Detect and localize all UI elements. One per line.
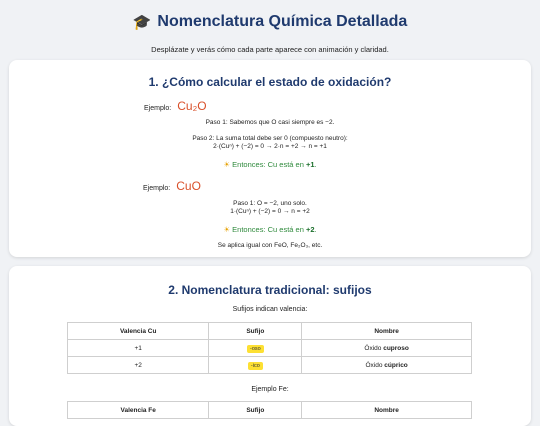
example1-step1: Paso 1: Sabemos que O casi siempre es −2. [205, 119, 335, 126]
example1-result-text: Entonces: Cu está en [232, 160, 304, 169]
column-header: Sufijo [209, 402, 302, 419]
section-suffixes-title: 2. Nomenclatura tradicional: sufijos [168, 283, 372, 297]
page-title-text: Nomenclatura Química Detallada [157, 13, 408, 30]
example2-result-end: . [314, 225, 317, 234]
example2-step-line2: 1·(Cuⁿ) + (−2) = 0 → n = +2 [230, 208, 310, 215]
example2-result-value: +2 [305, 225, 315, 234]
example2-result [9, 225, 531, 234]
table-header-row [68, 323, 472, 340]
example-label: Ejemplo: [143, 185, 171, 192]
nombre-cell [302, 357, 472, 374]
sun-icon: ☀ [223, 225, 231, 234]
page-subtitle: Desplázate y verás cómo cada parte aparece con animación y claridad. [151, 45, 389, 54]
table-row [68, 340, 472, 357]
sufijo-cell [209, 357, 302, 374]
cu-suffix-table [67, 322, 472, 374]
example-cuo [143, 179, 531, 193]
valencia-cell: +1 [68, 340, 209, 357]
column-header: Nombre [302, 323, 472, 340]
section-suffixes-card [9, 266, 531, 426]
example-formula: Cu₂O [177, 99, 207, 113]
nombre-cell [302, 340, 472, 357]
example1-result-value: +1 [305, 160, 315, 169]
example1-step2-line2: 2·(Cuⁿ) + (−2) = 0 → 2·n = +2 → n = +1 [213, 143, 327, 150]
example1-result-end: . [314, 160, 317, 169]
fe-example-label: Ejemplo Fe: [251, 386, 289, 393]
column-header: Nombre [302, 402, 472, 419]
table-header-row [68, 402, 472, 419]
example1-step2-line1: Paso 2: La suma total debe ser 0 (compuesto neutro): [192, 135, 348, 142]
example2-step-line1: Paso 1: O = −2, uno solo. [233, 200, 307, 207]
nombre-prefix: Óxido [365, 361, 385, 369]
example-cu2o [144, 99, 531, 113]
sufijo-cell [209, 340, 302, 357]
section-oxidation-card [9, 60, 531, 257]
valencia-cell: +2 [68, 357, 209, 374]
section-oxidation-title: 1. ¿Cómo calcular el estado de oxidación? [148, 75, 392, 89]
page-header [0, 0, 540, 54]
column-header: Valencia Fe [68, 402, 209, 419]
fe-suffix-table [67, 401, 472, 419]
suffixes-description: Sufijos indican valencia: [232, 306, 308, 313]
example2-step [9, 200, 531, 216]
example1-step2 [9, 135, 531, 151]
nombre-bold: cuproso [383, 344, 409, 352]
example-formula: CuO [176, 179, 201, 193]
sun-icon: ☀ [223, 160, 231, 169]
column-header: Valencia Cu [68, 323, 209, 340]
nombre-prefix: Óxido [364, 344, 384, 352]
suffix-highlight: -ico [248, 362, 263, 370]
nombre-bold: cúprico [384, 361, 408, 369]
table-row [68, 357, 472, 374]
example2-result-text: Entonces: Cu está en [232, 225, 304, 234]
page-title [0, 13, 540, 31]
column-header: Sufijo [209, 323, 302, 340]
suffix-highlight: -oso [247, 345, 264, 353]
example-label: Ejemplo: [144, 105, 172, 112]
graduation-cap-icon: 🎓 [132, 14, 152, 31]
also-applies-note: Se aplica igual con FeO, Fe₂O₃, etc. [217, 242, 323, 249]
example1-result [9, 160, 531, 169]
